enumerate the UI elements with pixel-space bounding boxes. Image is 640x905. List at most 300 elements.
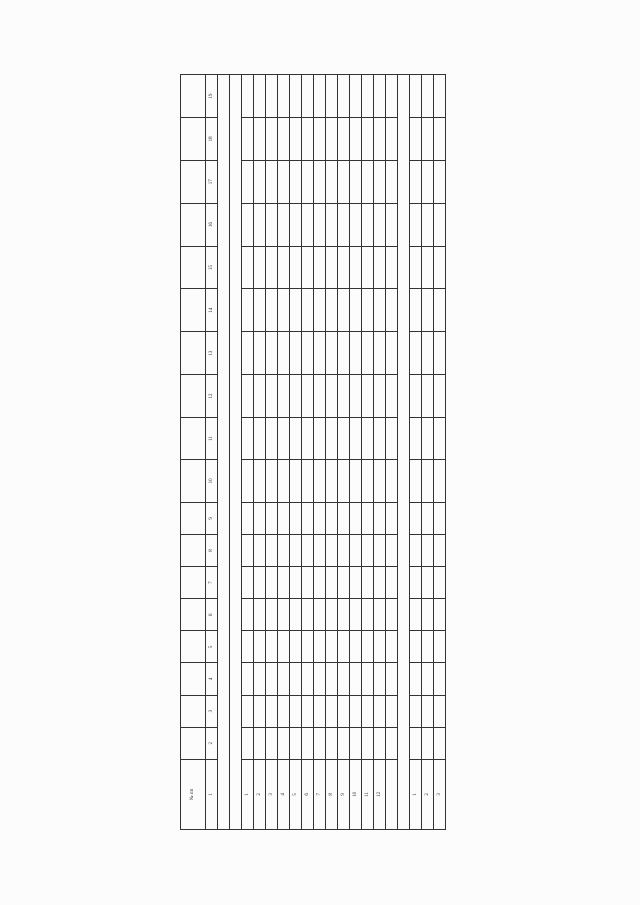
table-cell [350,567,362,599]
column-header [181,203,206,246]
table-cell [314,599,326,631]
table-row [278,75,290,830]
column-number: 3 [206,695,218,727]
table-row [374,75,386,830]
table-cell [326,567,338,599]
table-cell [326,599,338,631]
table-cell [362,567,374,599]
table-cell [266,567,278,599]
table-cell [314,460,326,503]
column-header [181,289,206,332]
table-cell [434,663,446,695]
table-cell [386,695,398,727]
column-header [181,534,206,566]
table-cell [278,289,290,332]
table-cell [314,203,326,246]
table-cell [350,332,362,375]
table-cell [362,375,374,418]
table-cell [302,631,314,663]
table-cell [314,117,326,160]
column-number: 6 [206,599,218,631]
table-cell [302,534,314,566]
table-cell [434,75,446,118]
table-row [302,75,314,830]
table-cell [422,502,434,534]
table-cell [350,631,362,663]
table-row [314,75,326,830]
table-cell [350,663,362,695]
table-cell [338,75,350,118]
table-cell: 11 [362,759,374,829]
column-number: 16 [206,203,218,246]
table-cell [242,663,254,695]
table-cell [290,631,302,663]
table-cell [242,75,254,118]
table-cell [278,375,290,418]
column-header [181,332,206,375]
table-row [434,75,446,830]
table-cell [278,663,290,695]
table-cell [362,695,374,727]
table-cell [290,663,302,695]
section-title [230,75,242,830]
column-number-row [206,75,218,830]
table-cell [386,759,398,829]
table-cell [434,160,446,203]
table-cell [302,695,314,727]
table-cell [422,631,434,663]
table-cell [386,460,398,503]
table-cell [290,460,302,503]
table-cell [422,246,434,289]
table-cell [266,375,278,418]
table-cell: 9 [338,759,350,829]
table-cell [386,246,398,289]
table-cell: 4 [278,759,290,829]
table-cell [254,417,266,459]
table-cell [410,417,422,459]
table-cell [314,631,326,663]
table-cell [326,502,338,534]
table-cell: 2 [422,759,434,829]
table-cell [314,534,326,566]
table-cell [338,117,350,160]
table-cell [302,460,314,503]
table-cell [410,631,422,663]
table-cell [254,695,266,727]
table-cell [374,663,386,695]
table-cell [254,289,266,332]
table-cell [362,534,374,566]
table-header-row [181,75,206,830]
table-cell [374,695,386,727]
table-cell [410,117,422,160]
table-cell [290,534,302,566]
table-cell [302,117,314,160]
table-cell [362,332,374,375]
table-cell [386,631,398,663]
column-header [181,75,206,118]
table-cell [422,289,434,332]
table-cell [362,599,374,631]
table-cell [350,289,362,332]
column-number: 7 [206,567,218,599]
table-cell [242,117,254,160]
table-cell [266,117,278,160]
section-row [218,75,230,830]
table-cell [350,502,362,534]
table-cell [242,631,254,663]
table-cell [374,332,386,375]
table-cell [362,203,374,246]
table-cell [362,502,374,534]
table-cell [422,663,434,695]
column-header [181,160,206,203]
table-cell [302,246,314,289]
table-cell [242,160,254,203]
address-cell [386,727,398,759]
table-cell [302,75,314,118]
table-cell: 6 [302,759,314,829]
table-cell [434,332,446,375]
column-number: 12 [206,375,218,418]
table-cell [386,417,398,459]
table-cell [386,289,398,332]
table-cell [434,117,446,160]
table-cell [350,117,362,160]
table-cell [386,567,398,599]
table-cell [314,417,326,459]
table-cell [266,332,278,375]
table-cell [326,663,338,695]
column-number: 5 [206,631,218,663]
table-row [326,75,338,830]
table-cell [338,599,350,631]
table-cell [302,332,314,375]
table-cell [326,117,338,160]
table-cell [302,375,314,418]
table-cell [374,375,386,418]
table-cell [266,631,278,663]
table-cell [362,631,374,663]
table-cell [314,375,326,418]
table-cell [242,695,254,727]
table-cell [374,246,386,289]
section-row [230,75,242,830]
address-cell [290,727,302,759]
table-cell [290,695,302,727]
table-cell [422,417,434,459]
column-number: 1 [206,759,218,829]
section-title [218,75,230,830]
column-number: 9 [206,502,218,534]
table-cell [242,502,254,534]
table-cell [374,567,386,599]
table-cell [266,203,278,246]
table-cell [254,75,266,118]
table-cell [266,417,278,459]
table-cell [254,460,266,503]
table-cell [422,203,434,246]
table-cell [338,417,350,459]
address-cell [362,727,374,759]
table-cell [338,502,350,534]
table-cell [386,534,398,566]
table-cell [302,599,314,631]
table-cell [278,203,290,246]
table-cell [314,75,326,118]
table-cell [326,75,338,118]
table-cell [410,599,422,631]
table-cell [350,417,362,459]
table-cell [278,160,290,203]
table-cell [422,375,434,418]
table-cell [278,599,290,631]
table-cell [434,417,446,459]
address-cell [242,727,254,759]
table-cell [410,375,422,418]
table-cell [266,599,278,631]
table-cell [422,460,434,503]
address-cell [326,727,338,759]
table-cell [362,160,374,203]
table-cell [254,534,266,566]
table-cell [434,631,446,663]
column-header [181,727,206,759]
table-cell [410,289,422,332]
table-cell: 10 [350,759,362,829]
column-number: 11 [206,417,218,459]
table-cell [314,567,326,599]
column-number: 14 [206,289,218,332]
table-cell [302,203,314,246]
table-cell [254,203,266,246]
table-cell [278,534,290,566]
table-cell [386,599,398,631]
table-cell [314,695,326,727]
table-cell [386,203,398,246]
table-cell [350,246,362,289]
table-cell: 2 [254,759,266,829]
table-cell [410,160,422,203]
column-header [181,502,206,534]
table-row [422,75,434,830]
table-cell [242,534,254,566]
table-cell [350,599,362,631]
column-number: 2 [206,727,218,759]
table-cell [242,599,254,631]
table-cell [290,75,302,118]
table-cell [350,160,362,203]
table-cell [350,695,362,727]
table-cell [242,460,254,503]
table-cell [434,289,446,332]
table-cell [410,246,422,289]
table-cell [386,663,398,695]
address-cell [350,727,362,759]
table-cell: 7 [314,759,326,829]
table-cell [422,599,434,631]
table-cell [242,417,254,459]
table-cell [374,502,386,534]
table-row [254,75,266,830]
table-cell [266,246,278,289]
table-cell [266,534,278,566]
table-cell [302,663,314,695]
column-header [181,663,206,695]
table-cell [242,567,254,599]
table-cell [326,417,338,459]
appendix-header [50,92,65,392]
table-cell [374,599,386,631]
table-cell [254,599,266,631]
table-cell [326,534,338,566]
table-cell [278,417,290,459]
table-cell [242,375,254,418]
table-cell [386,375,398,418]
table-cell [254,567,266,599]
table-cell [326,246,338,289]
table-cell [266,663,278,695]
table-cell [254,246,266,289]
table-cell [254,502,266,534]
table-cell [278,695,290,727]
table-cell: 12 [374,759,386,829]
column-number: 19 [206,75,218,118]
table-cell [290,599,302,631]
column-header [181,631,206,663]
section-row [398,75,410,830]
table-cell [374,117,386,160]
column-number: 4 [206,663,218,695]
address-cell [314,727,326,759]
table-row [290,75,302,830]
table-cell [278,502,290,534]
table-cell [314,289,326,332]
address-cell [422,727,434,759]
table-cell [326,289,338,332]
table-cell [326,332,338,375]
table-cell [326,160,338,203]
address-cell [278,727,290,759]
table-cell [338,160,350,203]
table-cell [434,695,446,727]
column-header [181,460,206,503]
table-cell [254,375,266,418]
table-cell [374,289,386,332]
table-cell [302,289,314,332]
table-cell: 1 [410,759,422,829]
table-cell [410,534,422,566]
table-cell [422,567,434,599]
table-cell [434,460,446,503]
table-cell [422,534,434,566]
table-cell [338,246,350,289]
table-cell [290,117,302,160]
table-cell [362,246,374,289]
table-row [242,75,254,830]
table-cell [386,502,398,534]
table-cell [338,460,350,503]
table-cell [338,567,350,599]
table-cell [350,203,362,246]
table-cell [290,203,302,246]
table-cell [302,567,314,599]
table-cell [362,289,374,332]
table-cell [278,460,290,503]
table-cell [242,246,254,289]
table-cell [350,534,362,566]
table-cell [278,75,290,118]
table-cell [254,117,266,160]
table-cell [290,502,302,534]
table-cell: 1 [242,759,254,829]
table-cell [242,289,254,332]
table-cell [338,695,350,727]
table-cell: 3 [266,759,278,829]
table-cell [374,160,386,203]
table-cell [362,663,374,695]
column-number: 13 [206,332,218,375]
table-cell [314,160,326,203]
table-cell [422,695,434,727]
column-number: 17 [206,160,218,203]
column-header [181,567,206,599]
table-cell [338,375,350,418]
table-cell [278,567,290,599]
table-cell [386,117,398,160]
table-cell: 5 [290,759,302,829]
table-cell [362,75,374,118]
table-cell [290,332,302,375]
table-cell [434,246,446,289]
table-cell [242,203,254,246]
column-number: 8 [206,534,218,566]
table-body [218,75,446,830]
table-cell [386,160,398,203]
plan-table [180,74,446,830]
table-cell [326,203,338,246]
table-row [362,75,374,830]
table-cell [266,289,278,332]
table-cell [374,203,386,246]
table-cell [410,502,422,534]
table-cell [314,332,326,375]
address-cell [410,727,422,759]
table-cell [338,289,350,332]
address-cell [434,727,446,759]
table-cell [350,75,362,118]
table-cell [434,203,446,246]
table-cell [374,631,386,663]
table-cell [302,160,314,203]
column-header [181,375,206,418]
table-cell [410,567,422,599]
table-cell: 3 [434,759,446,829]
table-cell [338,631,350,663]
table-cell [434,567,446,599]
table-cell [434,502,446,534]
table-cell: 8 [326,759,338,829]
table-cell [338,663,350,695]
table-cell [410,332,422,375]
address-cell [266,727,278,759]
table-row [338,75,350,830]
table-cell [326,631,338,663]
table-cell [290,289,302,332]
table-cell [290,246,302,289]
table-cell [338,203,350,246]
